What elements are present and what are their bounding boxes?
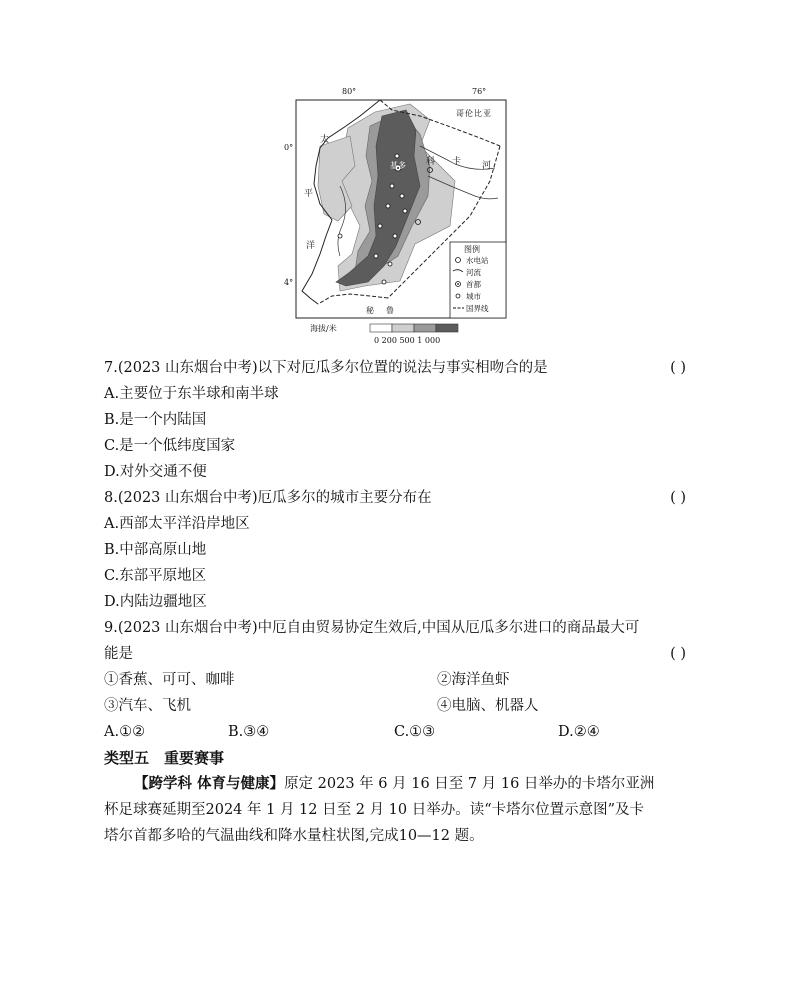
city-dot	[338, 234, 342, 238]
label-colombia: 哥伦比亚	[456, 109, 492, 118]
question-9-text-1: 9.(2023 山东烟台中考)中厄自由贸易协定生效后,中国从厄瓜多尔进口的商品最大可	[104, 620, 640, 636]
question-8-answer-blank: ( )	[670, 490, 686, 506]
passage-line-2: 杯足球赛延期至2024 年 1 月 12 日至 2 月 10 日举办。读“卡塔尔位置示意图”及卡	[104, 802, 645, 818]
question-9-choice-d: D.②④	[558, 724, 600, 740]
ocean-char-2: 平	[304, 189, 314, 199]
city-dot	[390, 184, 394, 188]
ocean-char-3: 洋	[306, 241, 316, 251]
question-9-item-1: ①香蕉、可可、咖啡	[104, 672, 235, 688]
passage-line-1	[104, 771, 690, 797]
city-dot	[393, 234, 397, 238]
city-dot	[374, 254, 378, 258]
legend-item-hydro: 水电站	[466, 256, 489, 265]
legend-item-river: 河流	[466, 268, 481, 277]
question-8-option-b: B.中部高原山地	[104, 542, 207, 558]
question-9-answer-blank: ( )	[670, 646, 686, 662]
lat-label-4: 4°	[284, 278, 294, 287]
city-dot	[378, 224, 382, 228]
question-9-item-2: ②海洋鱼虾	[437, 672, 510, 688]
question-7-option-d: D.对外交通不便	[104, 464, 207, 480]
question-8-option-a: A.西部太平洋沿岸地区	[104, 516, 250, 532]
section-title: 类型五 重要赛事	[104, 749, 225, 767]
question-9-item-4: ④电脑、机器人	[437, 698, 539, 714]
question-8-option-d: D.内陆边疆地区	[104, 594, 207, 610]
question-7-option-a: A.主要位于东半球和南半球	[104, 386, 279, 402]
question-7-option-b: B.是一个内陆国	[104, 412, 207, 428]
elevation-scale-bar	[370, 324, 458, 332]
question-9-text-2: 能是	[104, 646, 133, 662]
label-peru: 秘鲁	[366, 306, 406, 315]
question-7-stem	[104, 355, 694, 381]
legend-item-city: 城市	[466, 292, 481, 301]
question-7-answer-blank: ( )	[670, 360, 686, 376]
question-9-choice-a: A.①②	[104, 724, 146, 740]
passage	[104, 771, 690, 849]
capital-label: 基多	[390, 161, 406, 170]
passage-tag: 【跨学科 体育与健康】	[134, 776, 285, 792]
city-dot	[400, 194, 404, 198]
lon-label-80: 80°	[342, 87, 357, 96]
legend-item-border: 国界线	[466, 304, 489, 313]
question-8-option-c: C.东部平原地区	[104, 568, 207, 584]
lon-label-76: 76°	[472, 87, 487, 96]
city-dot	[403, 209, 407, 213]
legend-item-capital: 首都	[466, 280, 481, 289]
question-9-item-3: ③汽车、飞机	[104, 698, 191, 714]
city-dot	[388, 262, 392, 266]
city-dot	[386, 204, 390, 208]
river-char-2: 卡	[452, 157, 462, 167]
question-7-option-c: C.是一个低纬度国家	[104, 438, 236, 454]
passage-line-3: 塔尔首都多哈的气温曲线和降水量柱状图,完成10—12 题。	[104, 828, 484, 844]
ecuador-map	[280, 86, 520, 348]
question-8-text: 8.(2023 山东烟台中考)厄瓜多尔的城市主要分布在	[104, 490, 432, 506]
city-dot	[382, 280, 386, 284]
question-9-choice-c: C.①③	[394, 724, 436, 740]
city-dot	[395, 154, 399, 158]
question-9-choice-b: B.③④	[228, 724, 270, 740]
elevation-scale-label: 海拔/米	[310, 324, 337, 333]
river-char-1: 科	[426, 157, 436, 167]
river-char-3: 河	[482, 161, 492, 171]
legend-title: 图例	[464, 245, 480, 254]
question-9-stem-line1	[104, 615, 694, 641]
question-8-stem	[104, 485, 694, 511]
ocean-char-1: 太	[320, 135, 330, 145]
passage-line-1-text: 原定 2023 年 6 月 16 日至 7 月 16 日举办的卡塔尔亚洲	[284, 776, 655, 792]
lat-label-0: 0°	[284, 143, 294, 152]
question-9-stem-line2	[104, 641, 694, 667]
question-7-text: 7.(2023 山东烟台中考)以下对厄瓜多尔位置的说法与事实相吻合的是	[104, 360, 548, 376]
elevation-scale-ticks: 0 200 500 1 000	[374, 336, 441, 345]
